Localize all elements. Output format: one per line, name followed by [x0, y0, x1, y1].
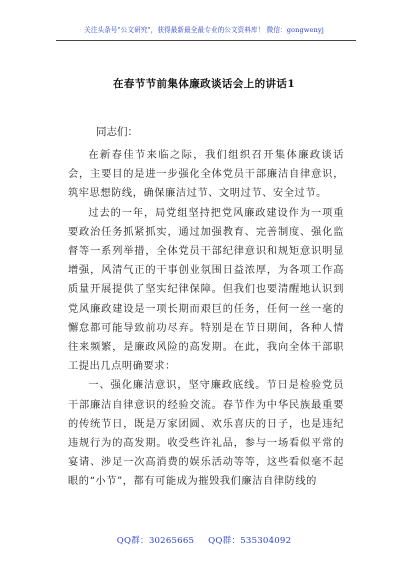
document-body — [68, 146, 344, 492]
footer-qq-group-1: QQ群：30265665 — [116, 536, 195, 546]
greeting: 同志们： — [96, 126, 138, 138]
paragraph-3: 一、强化廉洁意识，坚守廉政底线。节日是检验党员干部廉洁自律意识的经验交流。春节作为中华民族最重要的传统节日，既是万家团圆、欢乐喜庆的日子，也是违纪违规行为的高发期。收受些许礼品，参与一场看似平常的宴请、涉足一次高消费的娱乐活动等等，这些看似毫不起眼的“小节”，都有可能成为摧毁我们廉洁自律防线的 — [68, 380, 344, 488]
paragraph-2: 过去的一年，局党组坚持把党风廉政建设作为一项重要政治任务抓紧抓实，通过加强教育、完善制度、强化监督等一系列举措，全体党员干部纪律意识和规矩意识明显增强，风清气正的干事创业氛围日益浓厚，为各项工作高质量开展提供了坚实纪律保障。但我们也要清醒地认识到党风廉政建设是一项长期而艰巨的任务，任何一丝一毫的懈怠都可能导致前功尽弃。特别是在节日期间，各种人情往来频繁，是廉政风险的高发期。在此，我向全体干部职工提出几点明确要求： — [68, 207, 344, 373]
footer-qq-group-2: QQ群：535304092 — [208, 536, 292, 546]
header-divider — [56, 40, 356, 41]
footer-contact — [0, 534, 408, 546]
paragraph-1: 在新春佳节来临之际，我们组织召开集体廉政谈话会，主要目的是进一步强化全体党员干部廉洁自律意识，筑牢思想防线，确保廉洁过节、文明过节、安全过节。 — [68, 150, 344, 200]
header-promo-note: 关注头条号"公文研究"，获得最新最全最专业的公文资料库！ 微信：gongwenyj — [84, 26, 324, 34]
document-title: 在春节节前集体廉政谈话会上的讲话1 — [112, 78, 296, 90]
